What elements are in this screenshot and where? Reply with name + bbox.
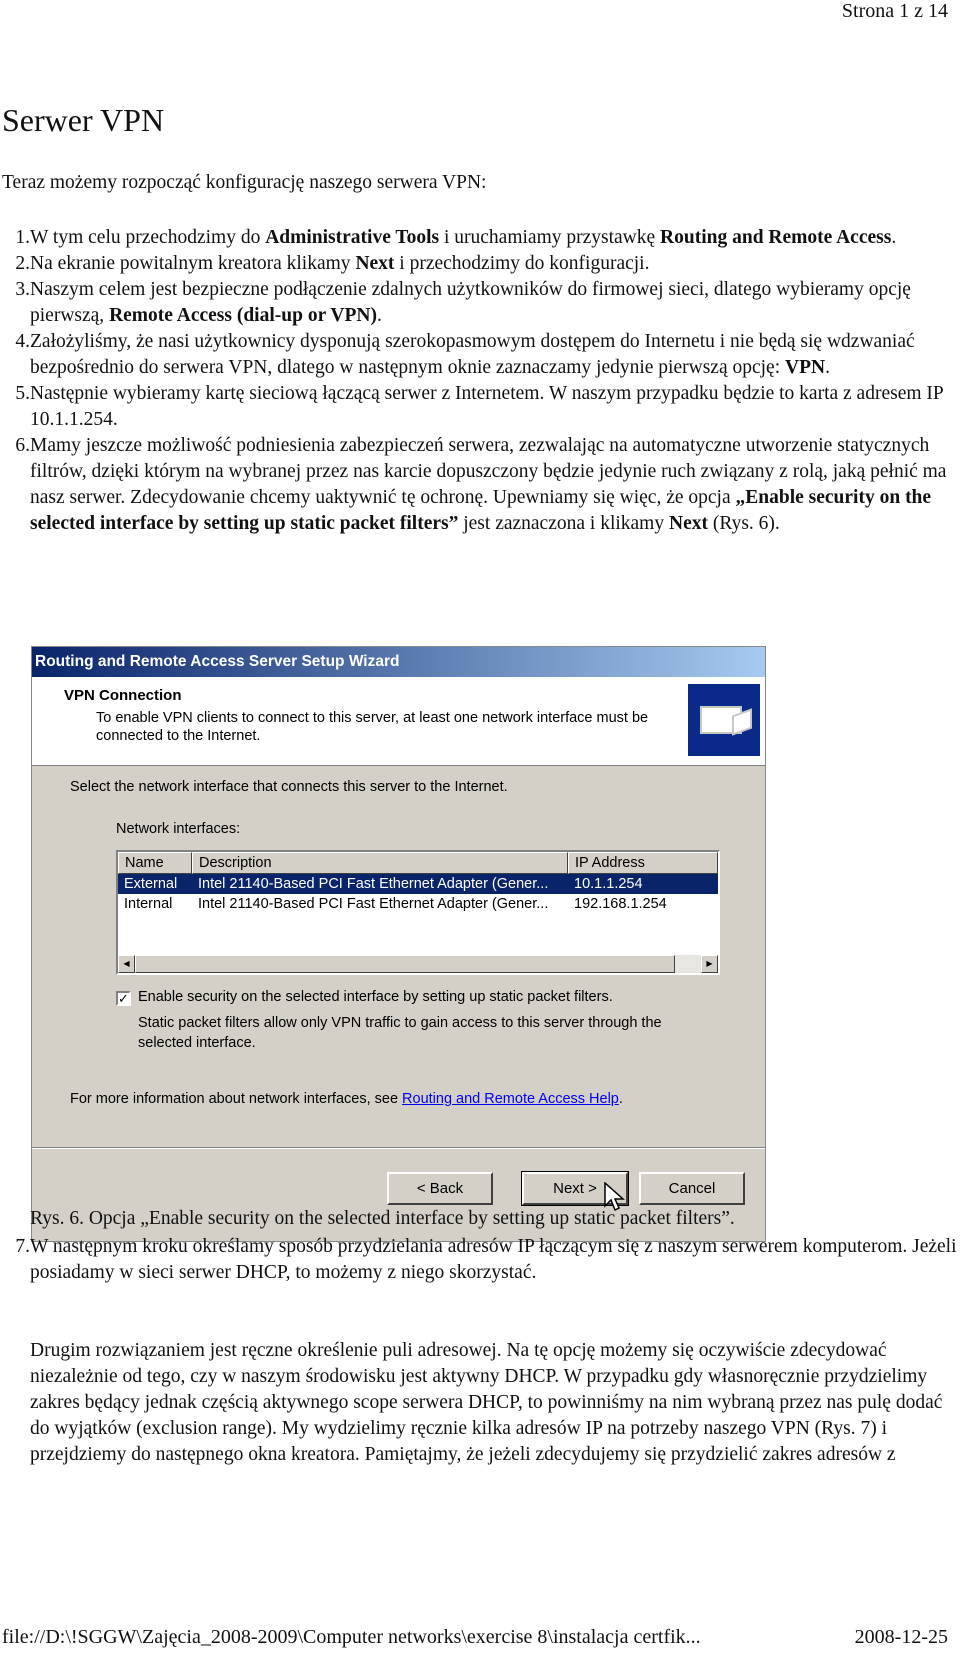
bold-run: Remote Access (dial-up or VPN)	[109, 305, 377, 326]
divider	[32, 1147, 765, 1149]
text-run: (Rys. 6).	[707, 513, 780, 534]
figure-caption: Rys. 6. Opcja „Enable security on the selected interface by setting up static packet filters”.	[30, 1208, 735, 1229]
table-row[interactable]	[118, 874, 718, 894]
network-interfaces-list[interactable]	[116, 850, 720, 975]
enable-security-label[interactable]: Enable security on the selected interface by setting up static packet filters.	[138, 989, 613, 1005]
scrollbar-thumb[interactable]	[135, 955, 675, 973]
next-button[interactable]: Next >	[522, 1172, 628, 1205]
bold-run: Next	[668, 513, 708, 534]
list-item	[2, 277, 957, 329]
list-item	[2, 381, 957, 433]
bold-run: Next	[355, 253, 395, 274]
step-number: 5.	[15, 383, 30, 404]
bold-run: Routing and Remote Access	[660, 227, 892, 248]
back-button[interactable]: < Back	[387, 1172, 493, 1205]
step-number: 1.	[15, 227, 30, 248]
help-suffix: .	[618, 1091, 623, 1107]
step-text	[30, 251, 957, 277]
cancel-button[interactable]: Cancel	[639, 1172, 745, 1205]
help-text	[70, 1091, 623, 1107]
bold-run: „Enable security on the selected interface by setting up static packet filters”	[30, 487, 932, 534]
page-title: Serwer VPN	[2, 102, 165, 138]
text-run: .	[891, 227, 897, 248]
text-run: i uruchamiamy przystawkę	[439, 227, 661, 248]
step-number: 4.	[15, 331, 30, 352]
wizard-prompt: Select the network interface that connects this server to the Internet.	[70, 779, 508, 795]
bold-run: Administrative Tools	[265, 227, 440, 248]
checkmark-icon: ✓	[118, 991, 129, 1006]
step-text	[30, 381, 957, 433]
step-text	[30, 277, 957, 329]
text-run: jest zaznaczona i klikamy	[458, 513, 669, 534]
intro-text: Teraz możemy rozpocząć konfigurację naszego serwera VPN:	[2, 172, 487, 193]
step-number: 2.	[15, 253, 30, 274]
column-header-name[interactable]: Name	[118, 852, 192, 874]
steps-list	[2, 225, 957, 537]
step-number: 6.	[15, 435, 30, 456]
wizard-header	[32, 677, 765, 766]
wizard-screenshot	[31, 646, 766, 1242]
list-item	[2, 1234, 957, 1286]
help-prefix: For more information about network interfaces, see	[70, 1091, 403, 1107]
wizard-subheading: To enable VPN clients to connect to this server, at least one network interface must be connected to the Internet.	[96, 710, 649, 744]
text-run: W tym celu przechodzimy do	[30, 227, 266, 248]
wizard-titlebar: Routing and Remote Access Server Setup Wizard	[32, 647, 765, 677]
list-item	[2, 225, 957, 251]
table-row[interactable]	[118, 894, 718, 914]
text-run: .	[376, 305, 382, 326]
column-header-ip[interactable]: IP Address	[568, 852, 718, 874]
list-item	[2, 329, 957, 381]
row-ip: 192.168.1.254	[574, 896, 667, 912]
footer-path: file://D:\!SGGW\Zajęcia_2008-2009\Computer networks\exercise 8\instalacja certfik...	[2, 1626, 701, 1648]
help-link[interactable]: Routing and Remote Access Help	[402, 1091, 619, 1107]
text-run: i przechodzimy do konfiguracji.	[394, 253, 650, 274]
list-item	[2, 251, 957, 277]
row-ip: 10.1.1.254	[574, 876, 643, 892]
row-name: External	[124, 876, 178, 892]
steps-list-continued	[2, 1234, 957, 1286]
text-run: Mamy jeszcze możliwość podniesienia zabezpieczeń serwera, zezwalając na automatyczne utworzenie statycznych filtrów, dzięki którym na wybranej przez nas karcie dopuszczony będzie jedynie ruch związany z rolą, jaką pełnić ma nasz serwer. Zdecydowanie chcemy uaktywnić tę ochronę. Upewniamy się więc, że opcja	[30, 435, 947, 508]
text-run: Na ekranie powitalnym kreatora klikamy	[30, 253, 356, 274]
step-number: 7.	[15, 1236, 30, 1257]
network-card-icon	[688, 684, 760, 756]
scroll-right-icon[interactable]: ▶	[701, 955, 718, 973]
step-text: W następnym kroku określamy sposób przydzielania adresów IP łączącym się z naszym serwerem komputerom. Jeżeli posiadamy w sieci serwer DHCP, to możemy z niego skorzystać.	[30, 1236, 957, 1283]
text-run: Naszym celem jest bezpieczne podłączenie zdalnych użytkowników do firmowej sieci, dlatego wybieramy opcję pierwszą,	[30, 279, 911, 326]
text-run: Następnie wybieramy kartę sieciową łączącą serwer z Internetem. W naszym przypadku będzie to karta z adresem IP 10.1.1.254.	[30, 383, 944, 430]
page-number: Strona 1 z 14	[841, 0, 948, 22]
text-run: Założyliśmy, że nasi użytkownicy dysponują szerokopasmowym dostępem do Internetu i nie będą się wdzwaniać bezpośrednio do serwera VPN, dlatego w następnym oknie zaznaczamy jedynie pierwszą opcję:	[30, 331, 915, 378]
row-name: Internal	[124, 896, 173, 912]
step-number: 3.	[15, 279, 30, 300]
column-header-description[interactable]: Description	[192, 852, 568, 874]
network-interfaces-label: Network interfaces:	[116, 821, 241, 837]
row-description: Intel 21140-Based PCI Fast Ethernet Adapter (Gener...	[198, 876, 549, 892]
footer-date: 2008-12-25	[854, 1626, 948, 1648]
bold-run: VPN	[785, 357, 826, 378]
step-text	[30, 225, 957, 251]
checkbox-description: Static packet filters allow only VPN traffic to gain access to this server through the selected interface.	[138, 1015, 662, 1051]
scroll-left-icon[interactable]: ◀	[118, 955, 135, 973]
row-description: Intel 21140-Based PCI Fast Ethernet Adapter (Gener...	[198, 896, 549, 912]
step-text	[30, 433, 957, 537]
horizontal-scrollbar[interactable]	[118, 955, 718, 973]
wizard-heading: VPN Connection	[64, 687, 182, 704]
body-paragraph: Drugim rozwiązaniem jest ręczne określenie puli adresowej. Na tę opcję możemy się oczywiście zdecydować niezależnie od tego, czy w naszym środowisku jest aktywny DHCP. W przypadku gdy własnoręcznie przydzielimy zakres będący jednak częścią aktywnego scope serwera DHCP, to powinniśmy na nim wybraną przez nas pulę dodać do wyjątków (exclusion range). My wydzielimy ręcznie kilka adresów IP na potrzeby naszego VPN (Rys. 7) i przejdziemy do następnego okna kreatora. Pamiętajmy, że jeżeli zdecydujemy się przydzielić zakres adresów z	[30, 1340, 943, 1465]
text-run: .	[825, 357, 830, 378]
enable-security-checkbox[interactable]	[116, 991, 131, 1006]
list-item	[2, 433, 957, 537]
step-text	[30, 329, 957, 381]
list-header	[118, 852, 718, 874]
